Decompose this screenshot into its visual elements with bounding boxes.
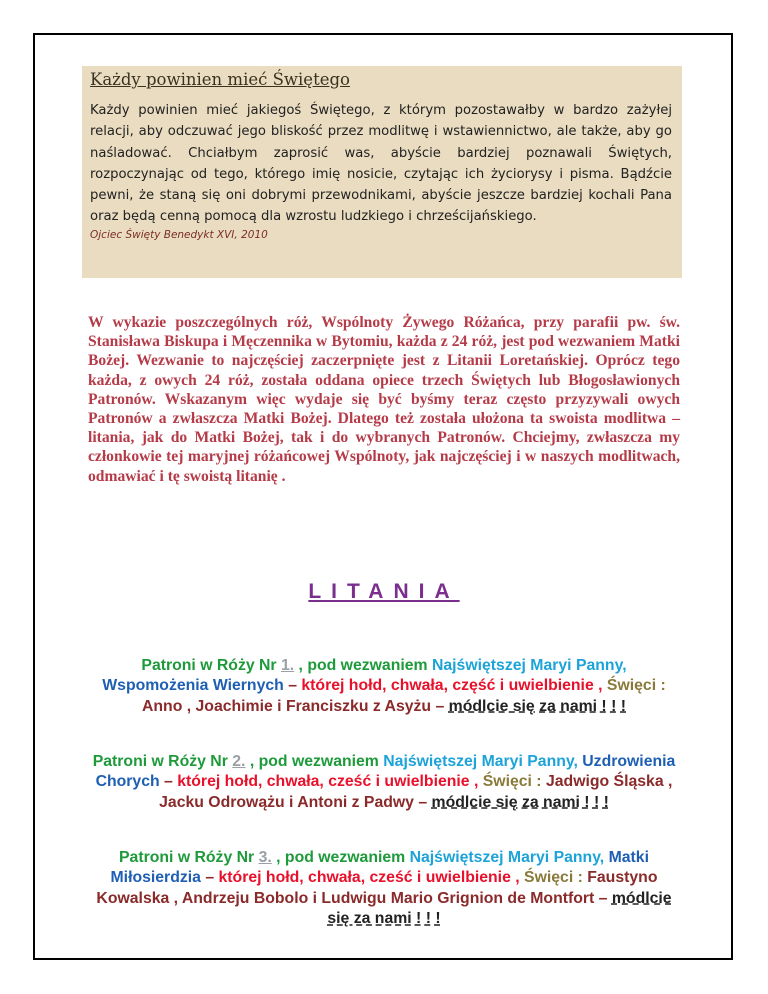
dash: – bbox=[283, 677, 302, 695]
mary-title: Wspomożenia Wiernych bbox=[102, 677, 284, 695]
rose-group-3 bbox=[90, 848, 678, 930]
rose-group-1 bbox=[90, 656, 678, 717]
dash: – bbox=[594, 889, 612, 907]
quote-title: Każdy powinien mieć Świętego bbox=[90, 70, 350, 89]
praise-text: której hołd, chwała, część i uwielbienie bbox=[301, 677, 594, 695]
comma: , bbox=[593, 677, 603, 695]
rose-number: 1. bbox=[280, 657, 295, 674]
pray-text: módlcie się za nami ! ! ! bbox=[327, 889, 672, 928]
quote-author: Ojciec Święty Benedykt XVI, 2010 bbox=[90, 228, 268, 241]
rose-group-2 bbox=[90, 752, 678, 813]
litany-title-text: LITANIA bbox=[308, 580, 460, 603]
pray-text: módlcie się za nami ! ! ! bbox=[431, 793, 609, 811]
group-prefix: Patroni w Róży Nr bbox=[119, 849, 259, 866]
comma: , bbox=[469, 773, 479, 791]
quote-box bbox=[82, 66, 682, 278]
mary-name: Najświętszej Maryi Panny, bbox=[431, 657, 627, 674]
intro-paragraph: W wykazie poszczególnych róż, Wspólnoty Żywego Różańca, przy parafii pw. św. Stanisława Biskupa i Męczennika w Bytomiu, każda z 24 róż, jest pod wezwaniem Matki Bożej. Wezwanie to najczęściej zaczerpnięte jest z Litanii Loretańskiej. Oprócz tego każda, z owych 24 róż, została oddana opiece trzech Świętych lub Błogosławionych Patronów. Wskazanym więc wydaje się być byśmy teraz często przyzywali owych Patronów a zwłaszcza Matki Bożej. Dlatego też została ułożona ta swoista modlitwa – litania, jak do Matki Bożej, tak i do wybranych Patronów. Chciejmy, zwłaszcza my członkowie tej maryjnej różańcowej Wspólnoty, jak najczęściej i w naszych modlitwach, odmawiać i tę swoistą litanię . bbox=[88, 314, 680, 485]
rose-number: 3. bbox=[258, 849, 272, 866]
pray-text: módlcie się za nami ! ! ! bbox=[448, 697, 626, 715]
saints-label: Święci : bbox=[606, 677, 666, 695]
dash: – bbox=[159, 773, 178, 791]
group-prefix: Patroni w Róży Nr bbox=[141, 657, 281, 674]
group-mid: , pod wezwaniem bbox=[271, 849, 410, 866]
mary-name: Najświętszej Maryi Panny, bbox=[383, 753, 578, 770]
mary-name: Najświętszej Maryi Panny, bbox=[409, 849, 605, 866]
dash: – bbox=[431, 697, 449, 715]
saints-label: Święci : bbox=[482, 773, 546, 791]
mary-title: Matki Miłosierdzia bbox=[110, 849, 649, 887]
litany-title bbox=[0, 580, 768, 604]
praise-text: której hołd, chwała, cześć i uwielbienie bbox=[218, 869, 511, 887]
saints-label: Święci : bbox=[524, 869, 588, 887]
group-mid: , pod wezwaniem bbox=[294, 657, 432, 674]
saints-names: Faustyno Kowalska , Andrzeju Bobolo i Ludwigu Mario Grignion de Montfort bbox=[96, 869, 658, 907]
praise-text: której hołd, chwała, cześć i uwielbienie bbox=[177, 773, 470, 791]
group-prefix: Patroni w Róży Nr bbox=[92, 753, 233, 770]
saints-names: Jadwigo Śląska , Jacku Odrowążu i Antoni z Padwy bbox=[159, 773, 673, 811]
mary-title: Uzdrowienia Chorych bbox=[95, 753, 676, 791]
saints-names: Anno , Joachimie i Franciszku z Asyżu bbox=[141, 697, 432, 715]
dash: – bbox=[200, 869, 219, 887]
comma: , bbox=[510, 869, 520, 887]
dash: – bbox=[413, 793, 432, 811]
rose-number: 2. bbox=[232, 753, 246, 770]
group-mid: , pod wezwaniem bbox=[245, 753, 384, 770]
quote-text: Każdy powinien mieć jakiegoś Świętego, z którym pozostawałby w bardzo zażyłej relacji, aby odczuwać jego bliskość przez modlitwę i wstawiennictwo, ale także, aby go naśladować. Chciałbym zaprosić was, abyście bardziej poznawali Świętych, rozpoczynając od tego, którego imię nosicie, czytając ich życiorysy i pisma. Bądźcie pewni, że staną się oni dobrymi przewodnikami, abyście jeszcze bardziej kochali Pana oraz będą cenną pomocą dla wzrostu ludzkiego i chrześcijańskiego. bbox=[90, 103, 672, 225]
